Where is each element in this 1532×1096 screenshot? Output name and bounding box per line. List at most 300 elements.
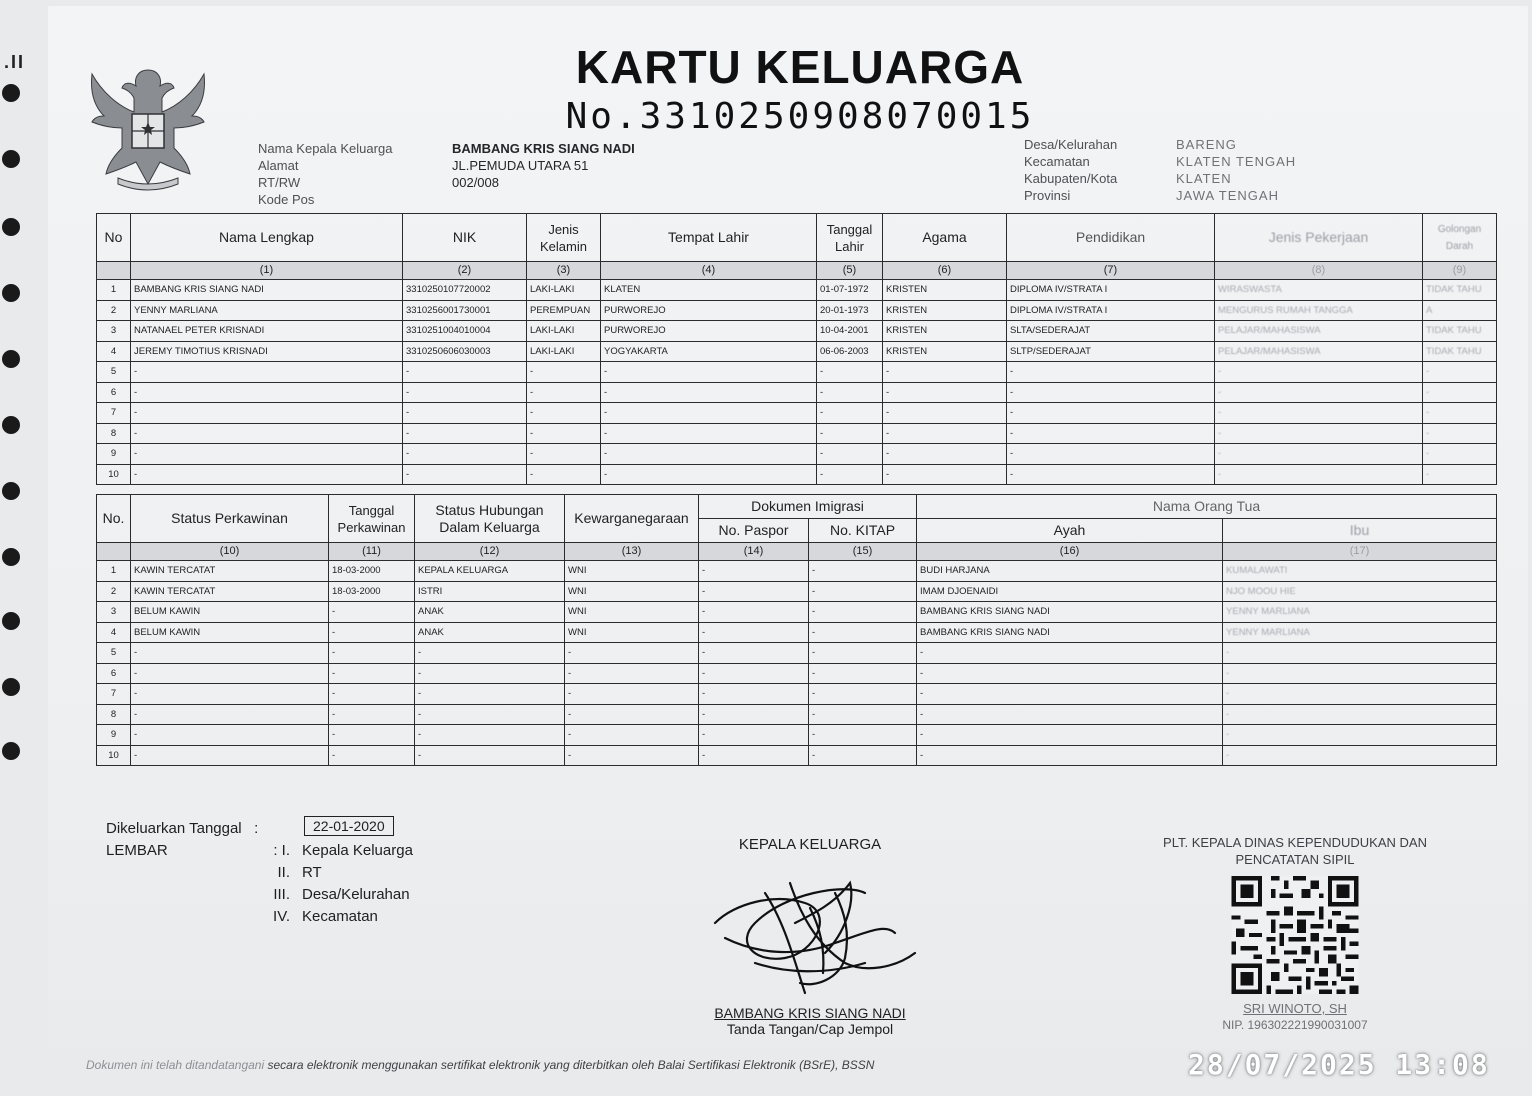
table-cell: - [809, 725, 917, 746]
table-cell: - [565, 643, 699, 664]
value-rt-rw: 002/008 [452, 175, 499, 190]
official-nip: NIP. 196302221990031007 [1222, 1018, 1368, 1032]
table-cell: - [403, 423, 527, 444]
table-cell: TIDAK TAHU [1423, 341, 1497, 362]
table-cell: 3 [97, 602, 131, 623]
table-cell: - [1223, 663, 1497, 684]
table-cell: - [131, 643, 329, 664]
header-gender: Jenis Kelamin [527, 214, 601, 262]
table-cell: - [1215, 464, 1423, 485]
table-cell: - [1215, 444, 1423, 465]
qr-code-icon [1231, 876, 1359, 994]
colnum: (15) [809, 543, 917, 561]
issued-colon: : [254, 820, 259, 837]
table-cell: - [917, 643, 1223, 664]
official-signature-block [1130, 834, 1460, 1034]
colnum: (12) [415, 543, 565, 561]
colnum: (13) [565, 543, 699, 561]
edge-mark: .II [4, 52, 26, 72]
issued-date-label: Dikeluarkan Tanggal [106, 820, 242, 837]
table-cell: ISTRI [415, 581, 565, 602]
table-row [97, 382, 1497, 403]
table-cell: - [699, 684, 809, 705]
status-table [96, 494, 1497, 766]
table-cell: - [415, 725, 565, 746]
header-birthdate: Tanggal Lahir [817, 214, 883, 262]
table-cell: - [1423, 382, 1497, 403]
lembar-label: LEMBAR [106, 842, 168, 859]
table-cell: BUDI HARJANA [917, 561, 1223, 582]
table-cell: KRISTEN [883, 280, 1007, 301]
table-row [97, 464, 1497, 485]
table-row [97, 300, 1497, 321]
table-row [97, 643, 1497, 664]
binder-hole [2, 678, 20, 696]
label-address: Alamat [258, 158, 299, 173]
issued-date-value: 22-01-2020 [304, 816, 394, 836]
header-immigration-docs: Dokumen Imigrasi [699, 495, 917, 519]
colnum: (14) [699, 543, 809, 561]
label-rt-rw: RT/RW [258, 175, 301, 190]
colnum: (11) [329, 543, 415, 561]
table-cell: - [601, 403, 817, 424]
value-regency: KLATEN [1176, 171, 1232, 186]
colnum: (17) [1223, 543, 1497, 561]
table-row [97, 663, 1497, 684]
header-occupation: Jenis Pekerjaan [1215, 214, 1423, 262]
table-cell: - [131, 423, 403, 444]
table-cell: - [699, 745, 809, 766]
table-cell: - [403, 362, 527, 383]
table-cell: KAWIN TERCATAT [131, 581, 329, 602]
table-cell: - [809, 602, 917, 623]
lembar-roman: III. [273, 886, 290, 903]
table-row [97, 581, 1497, 602]
table-cell: BAMBANG KRIS SIANG NADI [917, 602, 1223, 623]
value-province: JAWA TENGAH [1176, 188, 1279, 203]
binder-hole [2, 218, 20, 236]
table-cell: 3 [97, 321, 131, 342]
table-cell: - [1007, 403, 1215, 424]
footer-note-faded: Dokumen ini telah ditandatangani [86, 1058, 265, 1072]
value-district: KLATEN TENGAH [1176, 154, 1297, 169]
table-cell: ANAK [415, 602, 565, 623]
colnum: (2) [403, 262, 527, 280]
region-info-values [1176, 136, 1296, 204]
table-cell: 5 [97, 362, 131, 383]
table-cell: - [601, 423, 817, 444]
table-cell: - [1223, 643, 1497, 664]
region-info-labels [1024, 136, 1117, 204]
table-cell: JEREMY TIMOTIUS KRISNADI [131, 341, 403, 362]
table-cell: - [699, 725, 809, 746]
table-cell: WNI [565, 581, 699, 602]
table-cell: KRISTEN [883, 300, 1007, 321]
table-cell: - [403, 403, 527, 424]
table-cell: 3310251004010004 [403, 321, 527, 342]
label-district: Kecamatan [1024, 154, 1090, 169]
table-cell: - [601, 464, 817, 485]
table-cell: - [329, 643, 415, 664]
table-row [97, 725, 1497, 746]
table-cell: - [565, 684, 699, 705]
table-cell: - [809, 581, 917, 602]
header-mother: Ibu [1223, 519, 1497, 543]
table-cell: KAWIN TERCATAT [131, 561, 329, 582]
header-blood-type: Golongan Darah [1423, 214, 1497, 262]
table-cell: - [1007, 382, 1215, 403]
table-cell: - [809, 622, 917, 643]
label-head-of-family: Nama Kepala Keluarga [258, 141, 393, 156]
table-cell: 01-07-1972 [817, 280, 883, 301]
table-cell: 3310256001730001 [403, 300, 527, 321]
colnum: (3) [527, 262, 601, 280]
table-cell: - [883, 403, 1007, 424]
table-cell: - [809, 704, 917, 725]
binder-hole [2, 612, 20, 630]
table-row [97, 561, 1497, 582]
table-cell: - [917, 725, 1223, 746]
header-full-name: Nama Lengkap [131, 214, 403, 262]
table-row [97, 280, 1497, 301]
lembar-roman: IV. [273, 908, 290, 925]
binder-hole [2, 84, 20, 102]
binder-hole [2, 284, 20, 302]
table-cell: - [817, 403, 883, 424]
table-cell: LAKI-LAKI [527, 321, 601, 342]
table-cell: PEREMPUAN [527, 300, 601, 321]
table-cell: - [699, 704, 809, 725]
table-cell: - [809, 745, 917, 766]
signature-caption: Tanda Tangan/Cap Jempol [726, 1021, 894, 1037]
table-cell: 6 [97, 382, 131, 403]
table-cell: TIDAK TAHU [1423, 280, 1497, 301]
table-cell: WNI [565, 622, 699, 643]
table-cell: - [131, 444, 403, 465]
photo-timestamp: 28/07/2025 13:08 [1188, 1048, 1490, 1081]
colnum [97, 262, 131, 280]
table-cell: - [1007, 464, 1215, 485]
lembar-text: Kecamatan [302, 908, 378, 925]
lembar-text: Desa/Kelurahan [302, 886, 410, 903]
label-village: Desa/Kelurahan [1024, 137, 1118, 152]
table-cell: NJO MOOU HIE [1223, 581, 1497, 602]
table-cell: SLTP/SEDERAJAT [1007, 341, 1215, 362]
table-row [97, 704, 1497, 725]
table-cell: - [809, 643, 917, 664]
table-row [97, 403, 1497, 424]
header-father: Ayah [917, 519, 1223, 543]
value-head-of-family: BAMBANG KRIS SIANG NADI [452, 141, 635, 156]
table-cell: - [817, 362, 883, 383]
table-cell: - [329, 602, 415, 623]
table-cell: - [1423, 362, 1497, 383]
binder-hole [2, 416, 20, 434]
table-cell: WIRASWASTA [1215, 280, 1423, 301]
table-cell: PURWOREJO [601, 321, 817, 342]
header-no: No. [97, 495, 131, 543]
table-cell: - [131, 403, 403, 424]
lembar-text: Kepala Keluarga [302, 842, 413, 859]
table-cell: - [817, 423, 883, 444]
table-cell: - [601, 382, 817, 403]
table-cell: - [1215, 403, 1423, 424]
table-cell: 18-03-2000 [329, 561, 415, 582]
table-cell: - [527, 362, 601, 383]
table-cell: - [527, 423, 601, 444]
table-cell: 7 [97, 403, 131, 424]
family-info-values [452, 140, 635, 191]
table-cell: - [329, 704, 415, 725]
table-cell: 3310250107720002 [403, 280, 527, 301]
header-marriage-date: Tanggal Perkawinan [329, 495, 415, 543]
table-cell: - [527, 382, 601, 403]
header-parents: Nama Orang Tua [917, 495, 1497, 519]
official-title-line1: PLT. KEPALA DINAS KEPENDUDUKAN DAN [1163, 835, 1427, 850]
table-cell: - [329, 622, 415, 643]
table-cell: SLTA/SEDERAJAT [1007, 321, 1215, 342]
table-cell: - [131, 704, 329, 725]
table-cell: - [415, 663, 565, 684]
table-row [97, 444, 1497, 465]
table-cell: IMAM DJOENAIDI [917, 581, 1223, 602]
table-row [97, 684, 1497, 705]
table-cell: - [565, 745, 699, 766]
binder-hole [2, 150, 20, 168]
table-cell: - [917, 663, 1223, 684]
colnum: (9) [1423, 262, 1497, 280]
table-cell: 2 [97, 300, 131, 321]
table-cell: 06-06-2003 [817, 341, 883, 362]
table-cell: - [415, 684, 565, 705]
table-cell: 5 [97, 643, 131, 664]
table-cell: - [1423, 403, 1497, 424]
table-cell: - [565, 704, 699, 725]
table-cell: 4 [97, 622, 131, 643]
colnum: (8) [1215, 262, 1423, 280]
value-address: JL.PEMUDA UTARA 51 [452, 158, 589, 173]
table-cell: LAKI-LAKI [527, 280, 601, 301]
table-cell: YOGYAKARTA [601, 341, 817, 362]
family-info-labels [258, 140, 392, 208]
table-cell: - [329, 745, 415, 766]
table-cell: - [1223, 704, 1497, 725]
table-cell: - [131, 362, 403, 383]
lembar-item [262, 840, 413, 862]
colnum: (1) [131, 262, 403, 280]
table-cell: - [527, 403, 601, 424]
table-cell: - [809, 663, 917, 684]
table-cell: - [1007, 423, 1215, 444]
table-cell: 9 [97, 444, 131, 465]
header-citizenship: Kewarganegaraan [565, 495, 699, 543]
table-cell: - [601, 444, 817, 465]
table-cell: - [699, 663, 809, 684]
members-table [96, 213, 1497, 485]
colnum: (5) [817, 262, 883, 280]
document-title: KARTU KELUARGA [575, 41, 1025, 93]
table-cell: - [883, 423, 1007, 444]
table-row [97, 423, 1497, 444]
table-cell: - [329, 663, 415, 684]
table-cell: 18-03-2000 [329, 581, 415, 602]
label-regency: Kabupaten/Kota [1024, 171, 1118, 186]
table-cell: BAMBANG KRIS SIANG NADI [131, 280, 403, 301]
header-birthplace: Tempat Lahir [601, 214, 817, 262]
lembar-item [262, 862, 413, 884]
table-row [97, 341, 1497, 362]
table-cell: 8 [97, 704, 131, 725]
table-cell: PURWOREJO [601, 300, 817, 321]
table-cell: - [1215, 423, 1423, 444]
table-cell: - [817, 444, 883, 465]
table-cell: BAMBANG KRIS SIANG NADI [917, 622, 1223, 643]
signature-title: KEPALA KELUARGA [738, 836, 882, 853]
table-cell: 3310250606030003 [403, 341, 527, 362]
table-cell: 1 [97, 280, 131, 301]
table-cell: 4 [97, 341, 131, 362]
table-cell: - [565, 663, 699, 684]
table-cell: WNI [565, 561, 699, 582]
table-cell: YENNY MARLIANA [131, 300, 403, 321]
official-name: SRI WINOTO, SH [1243, 1001, 1347, 1016]
table-cell: A [1423, 300, 1497, 321]
table-cell: TIDAK TAHU [1423, 321, 1497, 342]
table-cell: - [1423, 423, 1497, 444]
table-cell: 6 [97, 663, 131, 684]
lembar-roman: II. [277, 864, 290, 881]
table-cell: - [415, 643, 565, 664]
lembar-list [262, 840, 413, 928]
table-row [97, 602, 1497, 623]
table-cell: 8 [97, 423, 131, 444]
header-no: No [97, 214, 131, 262]
table-cell: 10-04-2001 [817, 321, 883, 342]
table-cell: - [527, 464, 601, 485]
footer-note [86, 1058, 874, 1072]
table-cell: KRISTEN [883, 341, 1007, 362]
table-cell: 7 [97, 684, 131, 705]
label-postal-code: Kode Pos [258, 192, 315, 207]
table-cell: ANAK [415, 622, 565, 643]
table-cell: 2 [97, 581, 131, 602]
table-cell: - [131, 464, 403, 485]
lembar-roman: : I. [273, 842, 290, 859]
binder-hole [2, 350, 20, 368]
table-cell: - [817, 382, 883, 403]
table-cell: YENNY MARLIANA [1223, 602, 1497, 623]
table-cell: - [131, 684, 329, 705]
table-cell: - [699, 602, 809, 623]
table-cell: - [699, 561, 809, 582]
title-block [520, 40, 1080, 137]
table-cell: - [917, 684, 1223, 705]
table-cell: - [565, 725, 699, 746]
table-cell: - [403, 464, 527, 485]
table-cell: - [1223, 725, 1497, 746]
colnum [97, 543, 131, 561]
table-cell: - [917, 745, 1223, 766]
table-cell: 1 [97, 561, 131, 582]
table-row [97, 362, 1497, 383]
table-cell: - [415, 745, 565, 766]
table-cell: LAKI-LAKI [527, 341, 601, 362]
table-cell: - [699, 581, 809, 602]
table-row [97, 745, 1497, 766]
table-cell: - [403, 382, 527, 403]
table-cell: - [1223, 745, 1497, 766]
table-cell: - [415, 704, 565, 725]
table-cell: KRISTEN [883, 321, 1007, 342]
table-cell: - [329, 684, 415, 705]
lembar-item [262, 906, 413, 928]
garuda-emblem-icon [78, 52, 218, 197]
table-row [97, 321, 1497, 342]
colnum: (10) [131, 543, 329, 561]
table-cell: - [1007, 362, 1215, 383]
binder-hole [2, 742, 20, 760]
table-cell: 10 [97, 745, 131, 766]
table-cell: - [883, 464, 1007, 485]
table-cell: - [883, 362, 1007, 383]
table-cell: DIPLOMA IV/STRATA I [1007, 280, 1215, 301]
table-cell: - [329, 725, 415, 746]
label-province: Provinsi [1024, 188, 1071, 203]
table-cell: - [131, 725, 329, 746]
colnum: (4) [601, 262, 817, 280]
head-of-family-signature-block [660, 836, 960, 1037]
table-cell: DIPLOMA IV/STRATA I [1007, 300, 1215, 321]
table-cell: - [527, 444, 601, 465]
table-cell: - [403, 444, 527, 465]
header-kitap-no: No. KITAP [809, 519, 917, 543]
table-cell: BELUM KAWIN [131, 602, 329, 623]
table-cell: - [1423, 444, 1497, 465]
table-cell: - [131, 745, 329, 766]
table-cell: - [601, 362, 817, 383]
footer-note-text: secara elektronik menggunakan sertifikat elektronik yang diterbitkan oleh Balai Sertifikasi Elektronik (BSrE), BSSN [267, 1058, 875, 1072]
table-cell: 10 [97, 464, 131, 485]
table-cell: WNI [565, 602, 699, 623]
table-cell: 9 [97, 725, 131, 746]
table-cell: - [699, 622, 809, 643]
signer-name: BAMBANG KRIS SIANG NADI [714, 1005, 906, 1021]
header-nik: NIK [403, 214, 527, 262]
table-cell: - [817, 464, 883, 485]
table-cell: - [1215, 382, 1423, 403]
table-cell: - [699, 643, 809, 664]
table-cell: - [1423, 464, 1497, 485]
table-cell: PELAJAR/MAHASISWA [1215, 341, 1423, 362]
table-cell: KEPALA KELUARGA [415, 561, 565, 582]
table-cell: - [1007, 444, 1215, 465]
table-cell: - [131, 382, 403, 403]
binder-hole [2, 548, 20, 566]
lembar-item [262, 884, 413, 906]
value-village: BARENG [1176, 137, 1237, 152]
table-cell: NATANAEL PETER KRISNADI [131, 321, 403, 342]
table-cell: - [1223, 684, 1497, 705]
official-title-line2: PENCATATAN SIPIL [1235, 852, 1355, 867]
document-number: No.3310250908070015 [565, 96, 1035, 137]
table-row [97, 622, 1497, 643]
table-cell: MENGURUS RUMAH TANGGA [1215, 300, 1423, 321]
colnum: (16) [917, 543, 1223, 561]
table-cell: - [131, 663, 329, 684]
lembar-text: RT [302, 864, 322, 881]
header-marital-status: Status Perkawinan [131, 495, 329, 543]
table-cell: PELAJAR/MAHASISWA [1215, 321, 1423, 342]
